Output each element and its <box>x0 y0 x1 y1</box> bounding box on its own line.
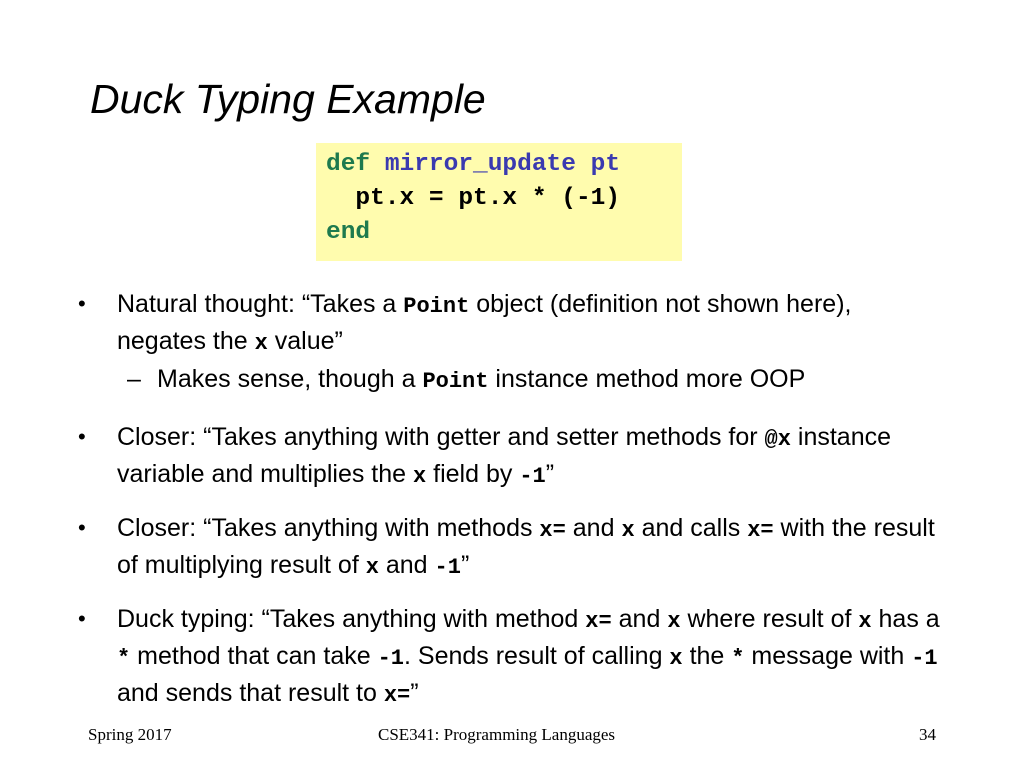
text-run: . Sends result of calling <box>404 642 670 670</box>
inline-code: x <box>667 609 681 634</box>
bullet-text <box>117 287 942 361</box>
inline-code: * <box>731 646 745 671</box>
text-run: where result of <box>680 605 859 633</box>
sub-bullet-dash: – <box>127 365 141 393</box>
text-run: Closer: “Takes anything with methods <box>117 514 540 542</box>
bullet-closer-getter-setter <box>78 420 938 494</box>
text-run: value” <box>267 327 343 355</box>
footer-date: Spring 2017 <box>88 725 172 744</box>
inline-code: x <box>621 518 635 543</box>
inline-code: Point <box>422 369 489 394</box>
bullet-marker: • <box>78 291 86 316</box>
text-run: field by <box>426 460 520 488</box>
text-run: ” <box>545 460 555 488</box>
text-run: Makes sense, though a <box>157 365 423 393</box>
text-run: object (definition not shown here), negates the <box>117 290 852 355</box>
footer-page-number: 34 <box>919 725 936 744</box>
bullet-duck-typing <box>78 602 938 713</box>
bullet-marker: • <box>78 515 86 540</box>
inline-code: x <box>413 464 427 489</box>
text-run: and sends that result to <box>117 679 384 707</box>
code-line-2: pt.x = pt.x * (-1) <box>326 185 621 212</box>
inline-code: -1 <box>434 555 461 580</box>
inline-code: -1 <box>911 646 938 671</box>
text-run: with the result of multiplying result of <box>117 514 935 579</box>
inline-code: x= <box>747 518 774 543</box>
text-run: instance variable and multiplies the <box>117 423 892 488</box>
text-run: and <box>378 551 435 579</box>
text-run: and <box>565 514 622 542</box>
code-keyword-def: def <box>326 151 371 178</box>
text-run: the <box>682 642 732 670</box>
code-function-name: mirror_update <box>384 151 576 178</box>
inline-code: * <box>117 646 131 671</box>
text-run: instance method more OOP <box>488 365 806 393</box>
inline-code: @x <box>764 427 791 452</box>
inline-code: x= <box>539 518 566 543</box>
text-run: ” <box>460 551 470 579</box>
text-run: method that can take <box>130 642 378 670</box>
sub-bullet-makes-sense <box>127 362 927 399</box>
inline-code: x <box>858 609 872 634</box>
bullet-text <box>117 602 942 713</box>
code-line-3: end <box>326 219 371 246</box>
bullet-natural-thought <box>78 287 938 361</box>
text-run: has a <box>871 605 940 633</box>
footer-course: CSE341: Programming Languages <box>378 725 616 744</box>
inline-code: x <box>254 331 268 356</box>
text-run: Natural thought: “Takes a <box>117 290 404 318</box>
sub-bullet-text <box>157 365 805 393</box>
inline-code: x= <box>383 683 411 708</box>
code-parameter: pt <box>590 151 621 178</box>
inline-code: -1 <box>519 464 546 489</box>
text-run: Closer: “Takes anything with getter and setter methods for <box>117 423 765 451</box>
text-run: and <box>611 605 668 633</box>
inline-code: x= <box>585 609 612 634</box>
text-run: Duck typing: “Takes anything with method <box>117 605 586 633</box>
inline-code: -1 <box>377 646 404 671</box>
code-line-1 <box>326 148 682 182</box>
text-run: ” <box>410 679 419 707</box>
bullet-marker: • <box>78 606 86 631</box>
inline-code: x <box>365 555 379 580</box>
slide-title: Duck Typing Example <box>90 76 486 122</box>
bullet-closer-methods <box>78 511 938 585</box>
code-block <box>316 143 682 261</box>
bullet-marker: • <box>78 424 86 449</box>
text-run: message with <box>744 642 912 670</box>
bullet-text <box>117 420 942 494</box>
inline-code: Point <box>403 294 470 319</box>
bullet-text <box>117 511 942 585</box>
inline-code: x <box>669 646 683 671</box>
text-run: and calls <box>634 514 748 542</box>
